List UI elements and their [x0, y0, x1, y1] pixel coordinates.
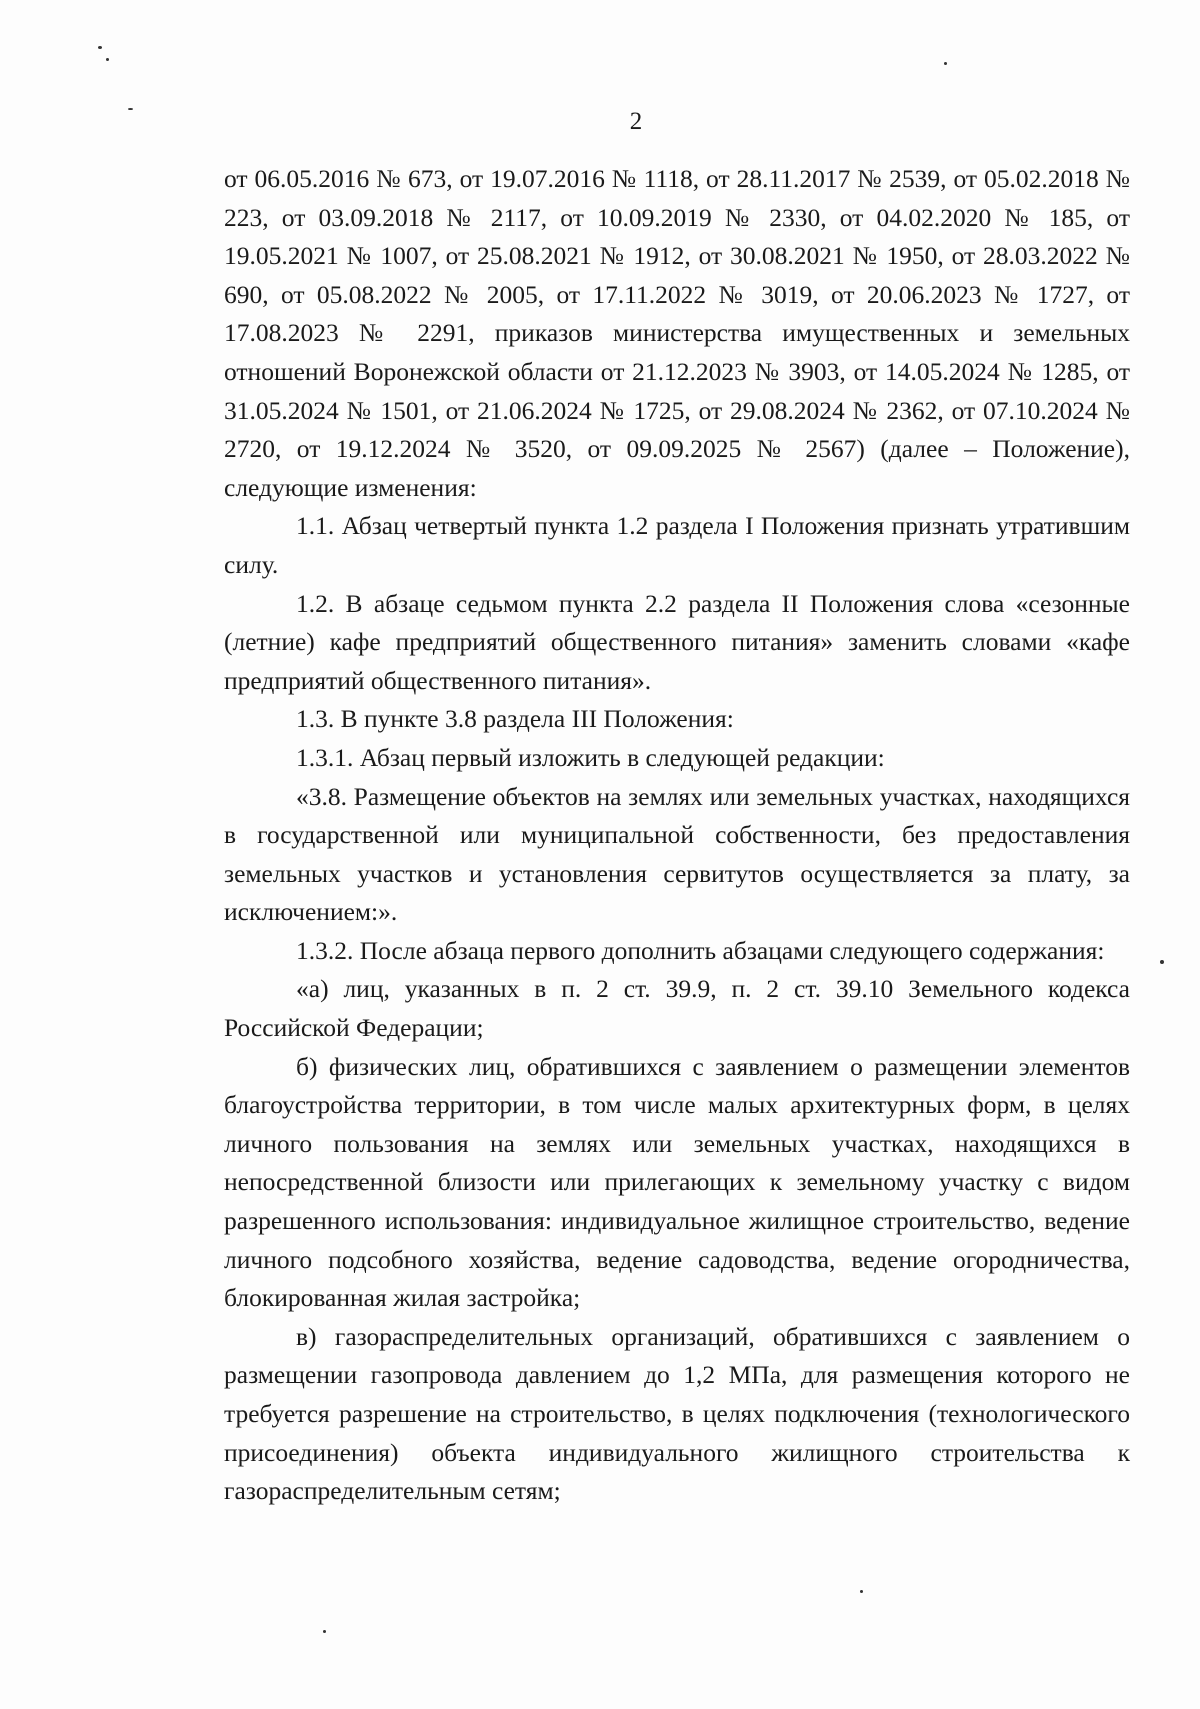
paragraph-item-1-1: 1.1. Абзац четвертый пункта 1.2 раздела I Положения признать утратившим силу. [224, 511, 1130, 579]
paragraph-item-1-3: 1.3. В пункте 3.8 раздела III Положения: [296, 704, 734, 734]
scan-speck [98, 46, 102, 49]
paragraph-item-1-3-2: 1.3.2. После абзаца первого дополнить абзацами следующего содержания: [296, 935, 1105, 965]
page-number: 2 [629, 108, 643, 135]
paragraph-intro-continuation: от 06.05.2016 № 673, от 19.07.2016 № 1118, от 28.11.2017 № 2539, от 05.02.2018 № 223, от 03.09.2018 № 2117, от 10.09.2019 № 2330, от 04.02.2020 № 185, от 19.05.2021 № 1007, от 25.08.2021 № 1912, от 30.08.2021 № 1950, от 28.03.2022 № 690, от 05.08.2022 № 2005, от 17.11.2022 № 3019, от 20.06.2023 № 1727, от 17.08.2023 № 2291, приказов министерства имущественных и земельных отношений Воронежской области от 21.12.2023 № 3903, от 14.05.2024 № 1285, от 31.05.2024 № 1501, от 21.06.2024 № 1725, от 29.08.2024 № 2362, от 07.10.2024 № 2720, от 19.12.2024 № 3520, от 09.09.2025 № 2567) (далее – Положение), следующие изменения: [224, 164, 1130, 502]
scan-speck [128, 108, 133, 110]
paragraph-item-1-2: 1.2. В абзаце седьмом пункта 2.2 раздела II Положения слова «сезонные (летние) кафе предприятий общественного питания» заменить словами «кафе предприятий общественного питания». [224, 588, 1130, 695]
paragraph-quote-3-8: «3.8. Размещение объектов на землях или земельных участках, находящихся в государственной или муниципальной собственности, без предоставления земельных участков и установления сервитутов осуществляется за плату, за исключением:». [224, 781, 1130, 927]
scan-speck [944, 62, 947, 65]
scan-speck [323, 1630, 326, 1633]
paragraph-item-1-3-1: 1.3.1. Абзац первый изложить в следующей редакции: [296, 742, 885, 772]
paragraph-sub-b: б) физических лиц, обратившихся с заявлением о размещении элементов благоустройства территории, в том числе малых архитектурных форм, в целях личного пользования на землях или земельных участках, находящихся в непосредственной близости или прилегающих к земельному участку с видом разрешенного использования: индивидуальное жилищное строительство, ведение личного подсобного хозяйства, ведение садоводства, ведение огородничества, блокированная жилая застройка; [224, 1051, 1130, 1313]
scan-speck [1160, 960, 1164, 964]
scan-speck [106, 58, 109, 61]
paragraph-sub-v: в) газораспределительных организаций, обратившихся с заявлением о размещении газопровода давлением до 1,2 МПа, для размещения которого не требуется разрешение на строительство, в целях подключения (технологического присоединения) объекта индивидуального жилищного строительства к газораспределительным сетям; [224, 1321, 1130, 1506]
document-body [224, 160, 1130, 1511]
paragraph-sub-a: «а) лиц, указанных в п. 2 ст. 39.9, п. 2 ст. 39.10 Земельного кодекса Российской Федерации; [224, 974, 1130, 1043]
scan-speck [860, 1590, 863, 1593]
